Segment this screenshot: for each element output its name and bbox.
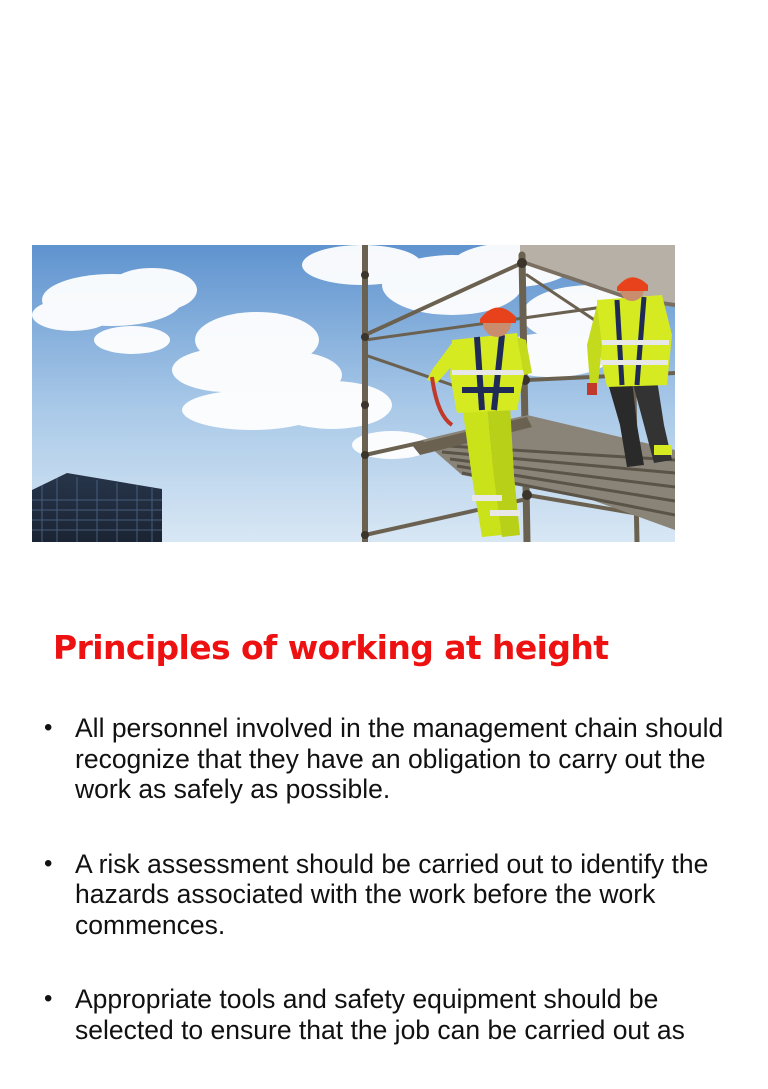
bullet-marker: • <box>44 985 53 1012</box>
bullet-item-1 <box>44 713 734 805</box>
bullet-marker: • <box>44 714 53 741</box>
page-title: Principles of working at height <box>53 628 609 667</box>
bullet-text-3: Appropriate tools and safety equipment should be selected to ensure that the job can be carried out as <box>75 984 685 1045</box>
bullet-list <box>44 713 734 1089</box>
scaffolding-photo <box>32 245 675 542</box>
scaffolding-photo-drawing <box>32 245 675 542</box>
bullet-marker: • <box>44 849 53 877</box>
bullet-item-2 <box>44 849 734 941</box>
bullet-text-1: All personnel involved in the management chain should recognize that they have an obligation to carry out the work as safely as possible. <box>75 713 724 804</box>
bullet-text-2: A risk assessment should be carried out to identify the hazards associated with the work before the work commences. <box>75 848 709 940</box>
bullet-item-3 <box>44 984 734 1045</box>
